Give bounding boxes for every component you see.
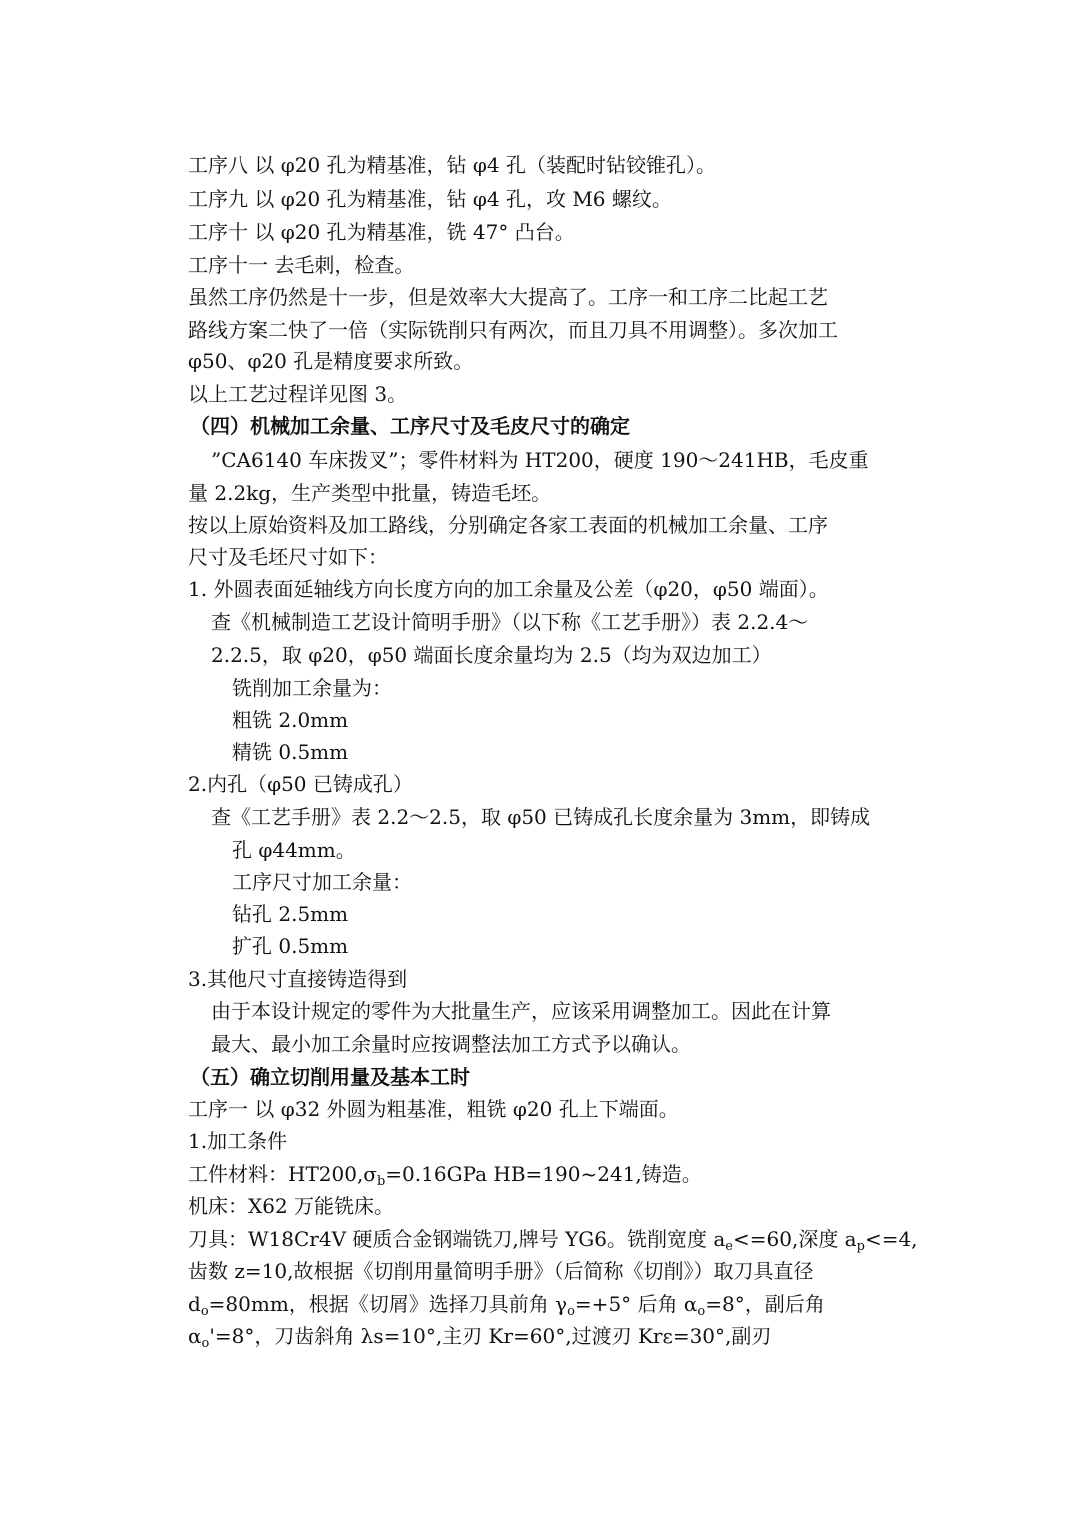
- text-line: 钻孔 2.5mm: [232, 902, 349, 926]
- text-line: 扩孔 0.5mm: [232, 934, 349, 958]
- text-line: 虽然工序仍然是十一步，但是效率大大提高了。工序一和工序二比起工艺: [188, 285, 828, 309]
- text-line: 路线方案二快了一倍（实际铣削只有两次，而且刀具不用调整）。多次加工: [188, 318, 838, 342]
- text-run: 工件材料：HT200,σ: [188, 1162, 377, 1186]
- text-run: <=4,: [864, 1227, 918, 1251]
- text-line: [188, 1227, 918, 1254]
- subscript: o: [200, 1304, 209, 1319]
- text-run: =80mm，根据《切屑》选择刀具前角 γ: [208, 1292, 568, 1316]
- text-line: 孔 φ44mm。: [232, 838, 356, 862]
- text-line: 机床：X62 万能铣床。: [188, 1194, 395, 1218]
- text-line: [188, 1324, 772, 1351]
- text-line: 齿数 z=10,故根据《切削用量简明手册》（后简称《切削》）取刀具直径: [188, 1259, 814, 1283]
- text-line: 以上工艺过程详见图 3。: [188, 382, 408, 406]
- text-line: [188, 1162, 702, 1189]
- text-line: 最大、最小加工余量时应按调整法加工方式予以确认。: [211, 1032, 691, 1056]
- text-line: 工序尺寸加工余量：: [232, 870, 412, 894]
- text-line: 查《工艺手册》表 2.2～2.5，取 φ50 已铸成孔长度余量为 3mm，即铸成: [211, 805, 871, 829]
- text-line: 1. 外圆表面延轴线方向长度方向的加工余量及公差（φ20，φ50 端面）。: [188, 577, 829, 601]
- text-line: 粗铣 2.0mm: [232, 708, 349, 732]
- text-line: 尺寸及毛坯尺寸如下：: [188, 545, 388, 569]
- text-line: ”CA6140 车床拨叉”；零件材料为 HT200，硬度 190～241HB，毛皮重: [211, 448, 869, 472]
- text-run: =0.16GPa HB=190~241,铸造。: [385, 1162, 702, 1186]
- subscript: o: [201, 1336, 210, 1351]
- text-run: 刀具：W18Cr4V 硬质合金钢端铣刀,牌号 YG6。铣削宽度 a: [188, 1227, 726, 1251]
- text-line: 工序九 以 φ20 孔为精基准，钻 φ4 孔，攻 M6 螺纹。: [188, 187, 672, 211]
- text-run: '=8°，刀齿斜角 λs=10°,主刃 Kr=60°,过渡刃 Krε=30°,副刃: [209, 1324, 772, 1348]
- text-line: 按以上原始资料及加工路线，分别确定各家工表面的机械加工余量、工序: [188, 513, 828, 537]
- text-line: [188, 1292, 825, 1319]
- text-run: d: [188, 1292, 201, 1316]
- text-line: 工序十 以 φ20 孔为精基准，铣 47° 凸台。: [188, 220, 575, 244]
- text-run: =+5° 后角 α: [574, 1292, 698, 1316]
- text-line: 工序八 以 φ20 孔为精基准，钻 φ4 孔（装配时钻铰锥孔）。: [188, 153, 716, 177]
- text-run: <=60,深度 a: [733, 1227, 857, 1251]
- text-line: 2.内孔（φ50 已铸成孔）: [188, 772, 413, 796]
- text-line: 工序一 以 φ32 外圆为粗基准，粗铣 φ20 孔上下端面。: [188, 1097, 679, 1121]
- text-line: 查《机械制造工艺设计简明手册》（以下称《工艺手册》）表 2.2.4～: [211, 610, 809, 634]
- text-line: 精铣 0.5mm: [232, 740, 349, 764]
- text-line: 工序十一 去毛刺，检查。: [188, 253, 415, 277]
- text-line: 2.2.5，取 φ20，φ50 端面长度余量均为 2.5（均为双边加工）: [211, 643, 772, 667]
- text-line: 铣削加工余量为：: [232, 676, 392, 700]
- subscript: e: [725, 1239, 733, 1254]
- text-line: 1.加工条件: [188, 1129, 288, 1153]
- subscript: o: [567, 1304, 575, 1319]
- text-line: 3.其他尺寸直接铸造得到: [188, 967, 408, 991]
- section-heading: （五）确立切削用量及基本工时: [190, 1065, 470, 1089]
- text-run: α: [188, 1324, 202, 1348]
- section-heading: （四）机械加工余量、工序尺寸及毛皮尺寸的确定: [190, 414, 630, 438]
- subscript: b: [376, 1174, 386, 1189]
- subscript: o: [697, 1304, 706, 1319]
- text-line: 由于本设计规定的零件为大批量生产，应该采用调整加工。因此在计算: [211, 999, 831, 1023]
- text-line: 量 2.2kg，生产类型中批量，铸造毛坯。: [188, 481, 552, 505]
- text-run: =8°，副后角: [705, 1292, 825, 1316]
- text-line: φ50、φ20 孔是精度要求所致。: [188, 349, 474, 373]
- subscript: p: [856, 1239, 865, 1254]
